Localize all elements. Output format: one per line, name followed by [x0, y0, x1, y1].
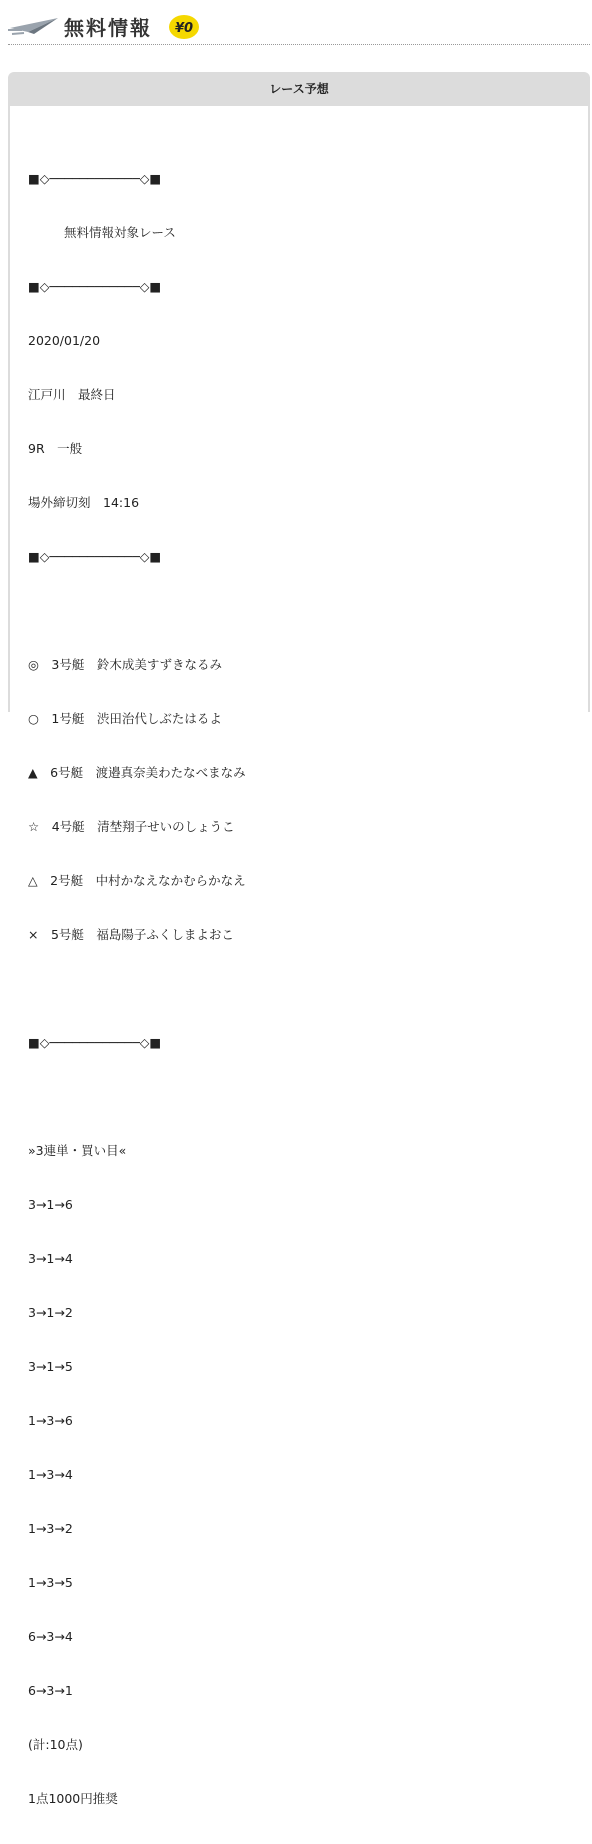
bet-row: 3→1→2: [28, 1305, 73, 1320]
bet-row: 1→3→5: [28, 1575, 73, 1590]
paper-plane-icon: [8, 14, 60, 36]
separator-line: ■◇────────────◇■: [28, 171, 162, 186]
bet-row: 1→3→2: [28, 1521, 73, 1536]
bet-row: 6→3→4: [28, 1629, 73, 1644]
race-prediction-panel: [8, 72, 590, 1806]
separator-line: ■◇────────────◇■: [28, 1035, 162, 1050]
section-header: [8, 10, 590, 45]
separator-line: ■◇────────────◇■: [28, 279, 162, 294]
spacer: [28, 602, 568, 620]
bets-title: »3連単・買い目«: [28, 1143, 127, 1158]
spacer: [28, 1088, 568, 1106]
prediction-row: ○ 1号艇 渋田治代しぶたはるよ: [28, 711, 222, 726]
race-number: 9R 一般: [28, 441, 83, 456]
panel-heading: レース予想: [269, 82, 329, 96]
badge-text: ¥0: [174, 21, 194, 36]
prediction-row: ☆ 4号艇 清埜翔子せいのしょうこ: [28, 819, 235, 834]
yen-zero-badge-icon: [168, 14, 200, 40]
bet-row: 3→1→5: [28, 1359, 73, 1374]
bet-row: 6→3→1: [28, 1683, 73, 1698]
spacer: [28, 980, 568, 998]
bet-row: 3→1→4: [28, 1251, 73, 1266]
prediction-content: [28, 134, 568, 1844]
race-deadline: 場外締切刻 14:16: [28, 495, 140, 510]
target-label: 無料情報対象レース: [64, 225, 176, 240]
prediction-row: ◎ 3号艇 鈴木成美すずきなるみ: [28, 657, 222, 672]
bet-row: 3→1→6: [28, 1197, 73, 1212]
prediction-row: △ 2号艇 中村かなえなかむらかなえ: [28, 873, 246, 888]
separator-line: ■◇────────────◇■: [28, 549, 162, 564]
race-date: 2020/01/20: [28, 333, 101, 348]
race-venue: 江戸川 最終日: [28, 387, 116, 402]
page-title: 無料情報: [64, 16, 152, 40]
bet-recommendation: 1点1000円推奨: [28, 1791, 118, 1806]
bet-row: 1→3→4: [28, 1467, 73, 1482]
panel-body: [10, 106, 588, 1806]
prediction-row: × 5号艇 福島陽子ふくしまよおこ: [28, 927, 234, 942]
bets-total: (計:10点): [28, 1737, 83, 1752]
bet-row: 1→3→6: [28, 1413, 73, 1428]
prediction-row: ▲ 6号艇 渡邉真奈美わたなべまなみ: [28, 765, 246, 780]
